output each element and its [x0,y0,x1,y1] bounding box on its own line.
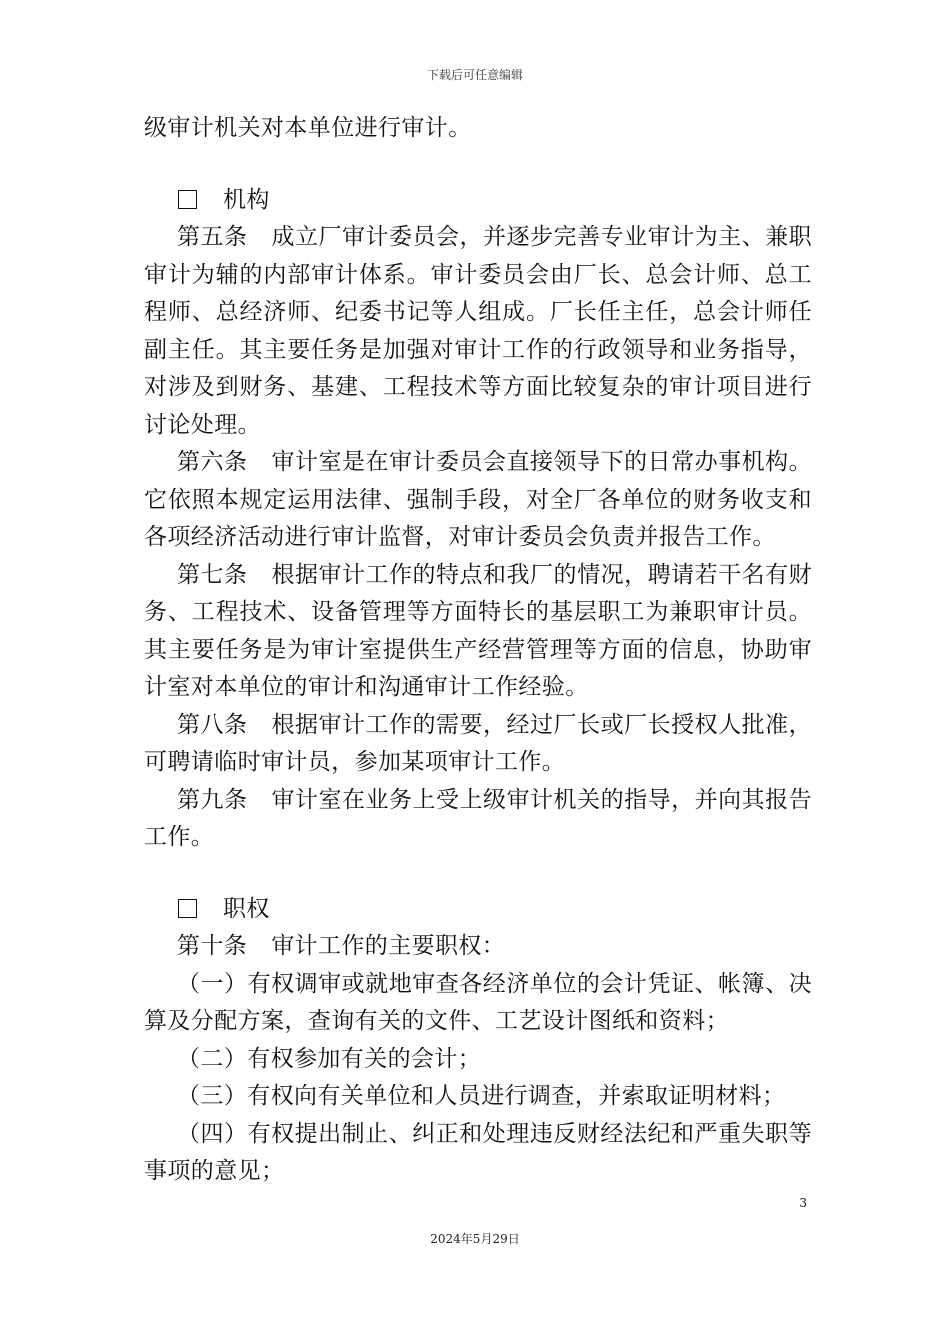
article-lead: 第五条 [177,224,248,250]
list-item: （一）有权调审或就地审查各经济单位的会计凭证、帐簿、决算及分配方案，查询有关的文件、工艺设计图纸和资料； [144,970,812,1034]
article-lead: 第六条 [177,449,248,475]
article-text: 根据审计工作的需要，经过厂长或厂长授权人批准，可聘请临时审计员，参加某项审计工作。 [144,711,812,775]
section-heading-power [144,891,812,929]
spacer [144,148,812,182]
list-item: （二）有权参加有关的会计； [177,1045,482,1072]
article-10 [144,928,812,966]
list-item: （三）有权向有关单位和人员进行调查，并索取证明材料； [177,1083,786,1109]
header-note: 下载后可任意编辑 [426,68,523,82]
page-number: 3 [799,1196,807,1210]
section-title-power: 职权 [223,895,270,922]
section-title-org: 机构 [223,186,270,213]
article-text: 成立厂审计委员会，并逐步完善专业审计为主、兼职审计为辅的内部审计体系。审计委员会由厂长、总会计师、总工程师、总经济师、纪委书记等人组成。厂长任主任，总会计师任副主任。其主要任务是加强对审计工作的行政领导和业务指导，对涉及到财务、基建、工程技术等方面比较复杂的审计项目进行讨论处理。 [144,224,812,438]
article-6 [144,444,812,557]
article-lead: 第八条 [177,711,248,738]
article-lead: 第十条 [177,933,248,959]
footer-date: 2024年5月29日 [430,1232,520,1246]
spacer [144,857,812,891]
document-body [144,110,812,1191]
article-text: 审计工作的主要职权： [271,933,506,959]
article-text: 审计室是在审计委员会直接领导下的日常办事机构。它依照本规定运用法律、强制手段，对全厂各单位的财务收支和各项经济活动进行审计监督，对审计委员会负责并报告工作。 [144,449,812,550]
article-9 [144,782,812,857]
article-lead: 第七条 [177,561,248,588]
article-7 [144,557,812,707]
article-5 [144,219,812,444]
article-8 [144,707,812,782]
article-lead: 第九条 [177,786,248,813]
article-text: 根据审计工作的特点和我厂的情况，聘请若干名有财务、工程技术、设备管理等方面特长的基层职工为兼职审计员。其主要任务是为审计室提供生产经营管理等方面的信息，协助审计室对本单位的审计和沟通审计工作经验。 [144,561,812,700]
article-text: 审计室在业务上受上级审计机关的指导，并向其报告工作。 [144,786,812,850]
section-heading-org [144,182,812,220]
opening-fragment: 级审计机关对本单位进行审计。 [144,115,472,141]
checkbox-square-icon [178,899,197,918]
checkbox-square-icon [178,190,197,209]
list-item: （四）有权提出制止、纠正和处理违反财经法纪和严重失职等事项的意见； [144,1120,812,1184]
